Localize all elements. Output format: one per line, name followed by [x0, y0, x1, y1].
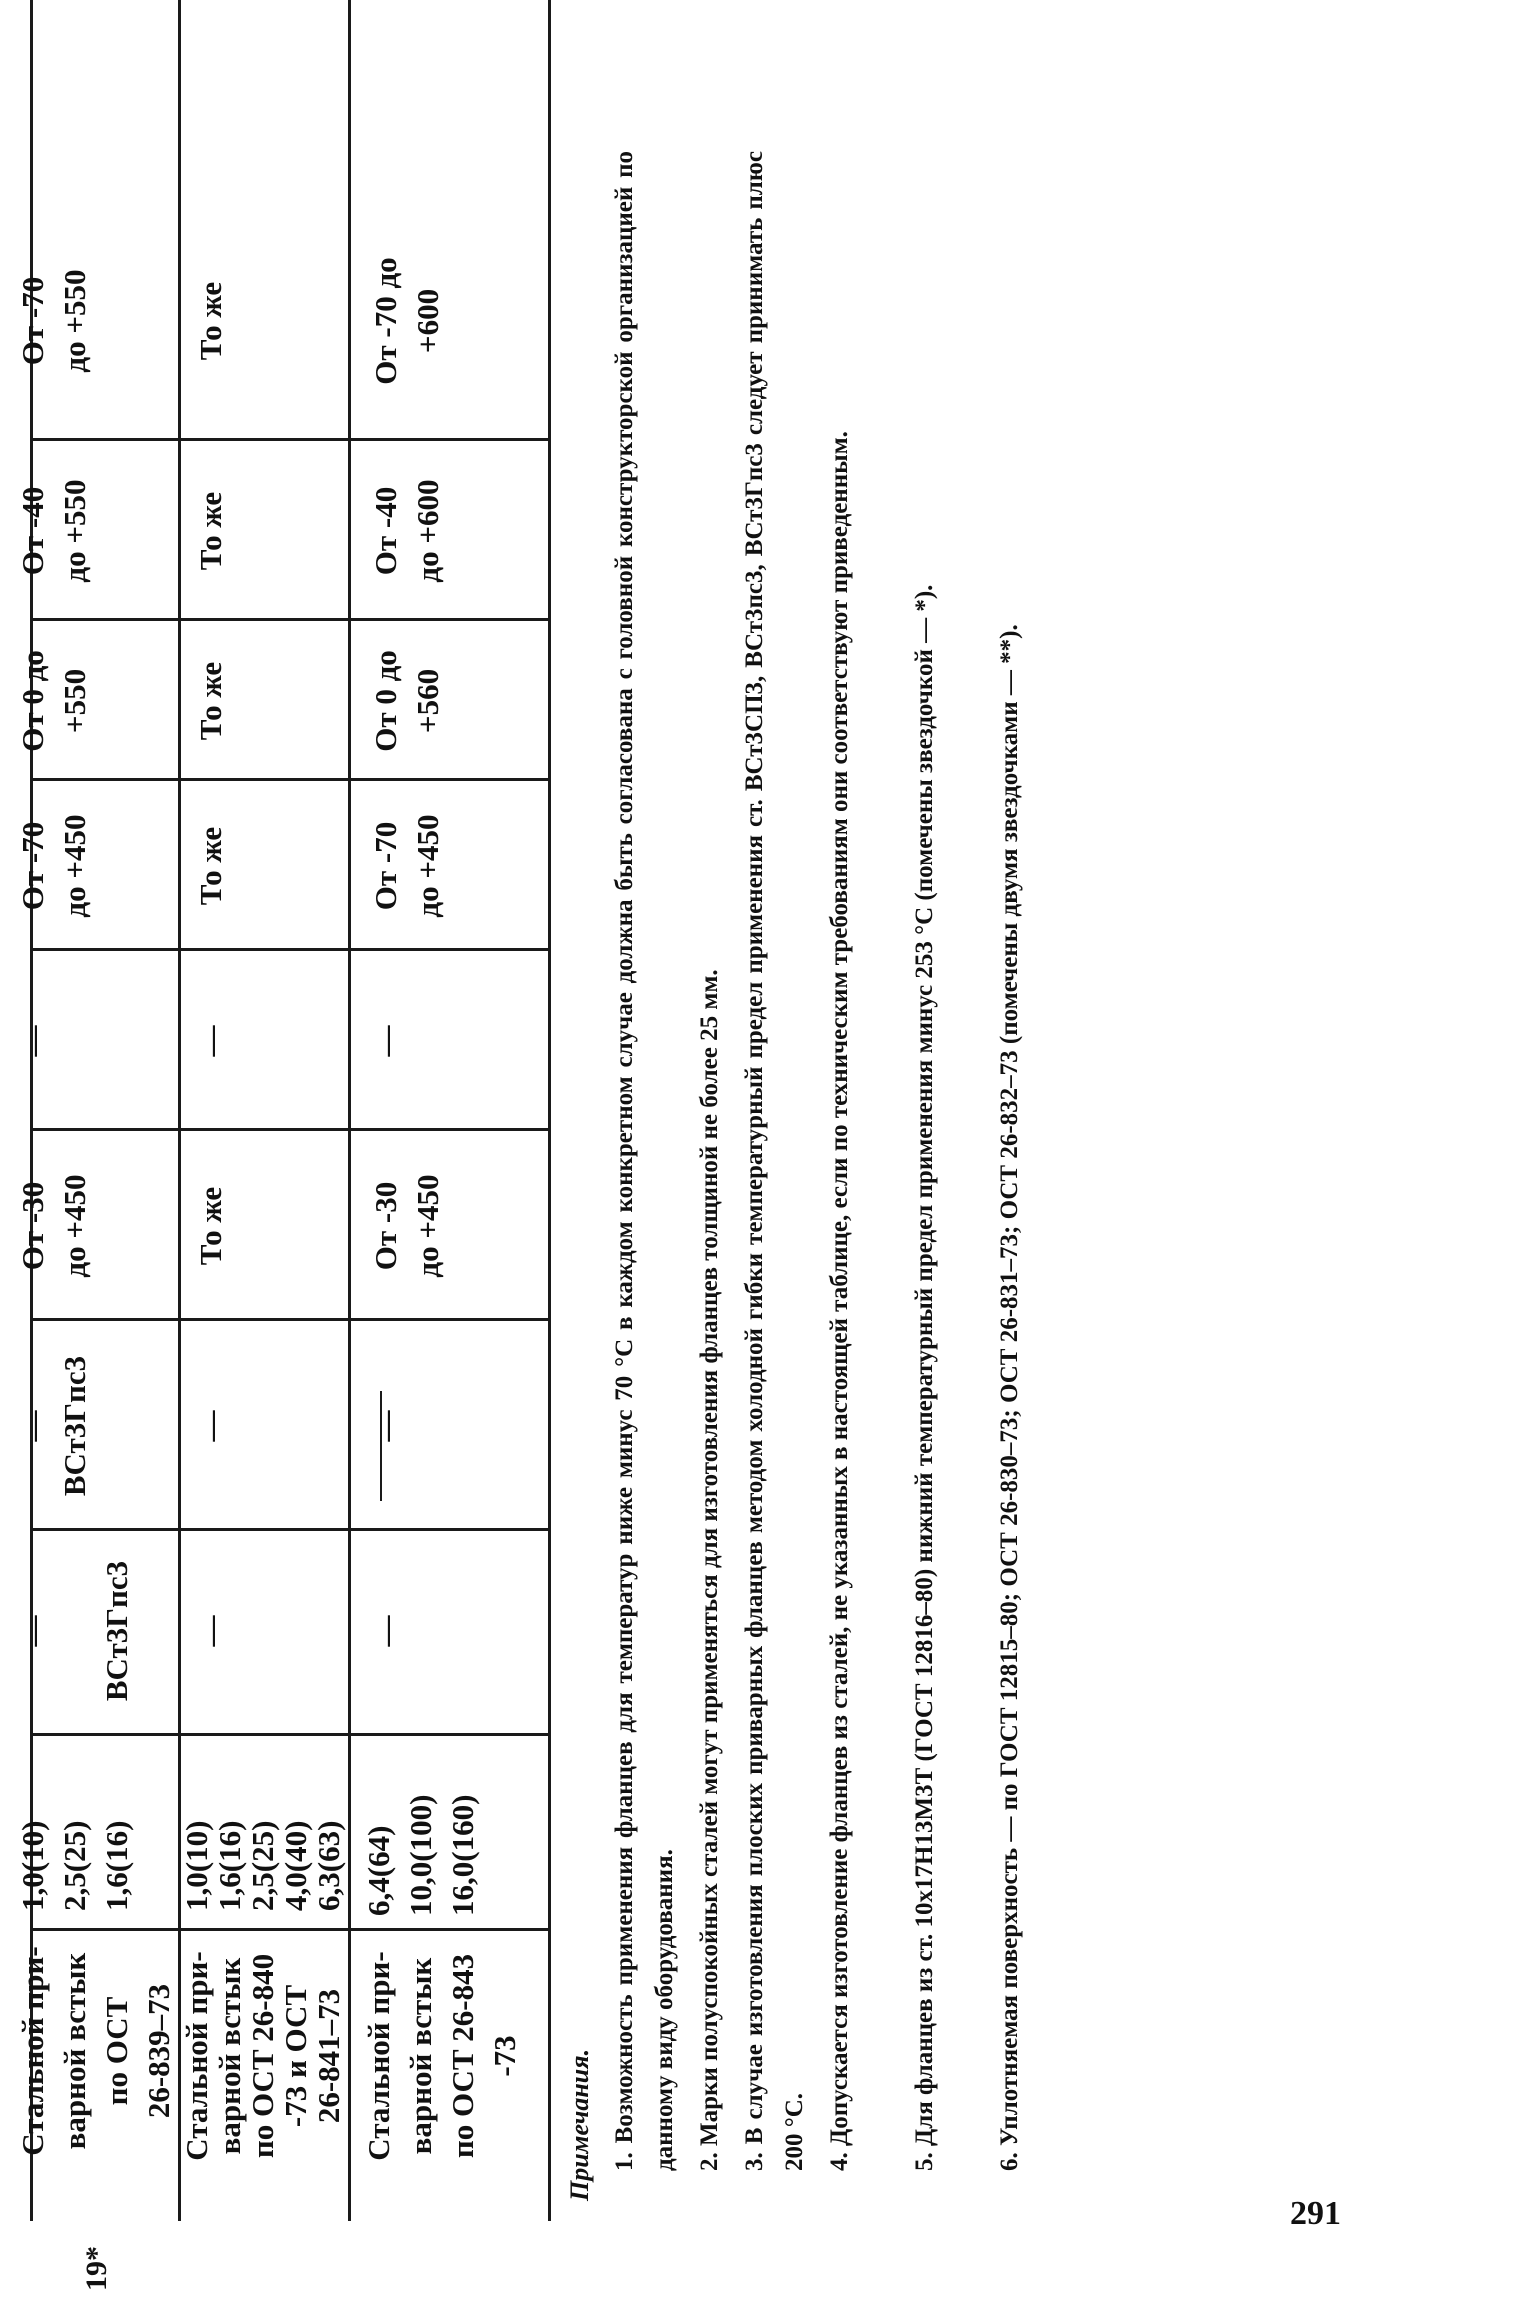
table-cell-c1: — ВСт3Гпс3: [15, 1560, 134, 1702]
table-cell-c2: — ВСт3Гпс3: [15, 1355, 92, 1497]
notes-title: Примечания.: [565, 2048, 594, 2201]
note-item: 4. Допускается изготовление фланцев из сталей, не указанных в настоящей таблице, если по техническим требованиям они соответствуют приведенным.: [826, 431, 853, 2171]
column-rule: [30, 618, 548, 621]
table-cell-c5: То же: [193, 826, 228, 906]
table-cell-pressure: 6,4(64) 10,0(100) 16,0(160): [361, 1794, 480, 1916]
table-cell-c4: —: [15, 1025, 50, 1057]
table-cell-c1: —: [193, 1615, 228, 1647]
table-rule: [348, 0, 351, 2221]
table-cell-pressure: 1,0(10) 1,6(16) 2,5(25) 4,0(40) 6,3(63): [179, 1820, 346, 1911]
table-cell-pressure: 1,0(10) 2,5(25) 1,6(16): [15, 1820, 134, 1911]
note-item: 6. Уплотняемая поверхность — по ГОСТ 12815–80; ОСТ 26-830–73; ОСТ 26-831–73; ОСТ 26-832–73 (помечены двумя звездочками — **).: [996, 624, 1023, 2171]
note-item: 3. В случае изготовления плоских приварных фланцев методом холодной гибки температурный предел применения ст. ВСт3СП3, ВСт3пс3, ВСт3Гпс3 следует принимать плюс 200 °С.: [741, 151, 808, 2171]
table-cell-c4: —: [193, 1025, 228, 1057]
signature-mark: 19*: [80, 2246, 113, 2291]
column-rule: [30, 1528, 548, 1531]
table-cell-type: Стальной при- варной встык по ОСТ 26-840 -73 и ОСТ 26-841–73: [179, 1951, 346, 2161]
table-cell-c6: От 0 до +550: [15, 650, 92, 752]
column-rule: [30, 778, 548, 781]
column-rule: [30, 948, 548, 951]
table-cell-c5: От -70 до +450: [368, 814, 445, 918]
note-item: 2. Марки полуспокойных сталей могут применяться для изготовления фланцев толщиной не более 25 мм.: [696, 969, 723, 2171]
table-cell-c6: То же: [193, 661, 228, 741]
table-cell-c8: От -70 до +550: [15, 269, 92, 373]
table-cell-c2: —: [368, 1410, 403, 1442]
column-rule: [30, 438, 548, 441]
table-cell-c7: То же: [193, 491, 228, 571]
table-cell-c8: То же: [193, 281, 228, 361]
table-cell-c8: От -70 до +600: [368, 257, 445, 385]
table-cell-c1: —: [368, 1615, 403, 1647]
column-rule: [30, 1318, 548, 1321]
column-rule: [30, 1128, 548, 1131]
table-cell-type: Стальной при- варной встык по ОСТ 26-843 -73: [361, 1951, 522, 2161]
note-item: 1. Возможность применения фланцев для температур ниже минус 70 °С в каждом конкретном случае должна быть согласована с головной конструкторской организацией по данному виду оборудования.: [611, 151, 678, 2171]
table-cell-c3: От -30 до +450: [15, 1174, 92, 1278]
table-rule: [548, 0, 551, 2221]
table-cell-c5: От -70 до +450: [15, 814, 92, 918]
table-cell-c7: От -40 до +550: [15, 479, 92, 583]
table-cell-type: Стальной при- варной встык по ОСТ 26-839–73: [15, 1946, 176, 2156]
table-cell-c4: —: [368, 1025, 403, 1057]
table-cell-c7: От -40 до +600: [368, 479, 445, 583]
table-cell-c2: —: [193, 1410, 228, 1442]
table-cell-c6: От 0 до +560: [368, 650, 445, 752]
table-cell-c3: То же: [193, 1186, 228, 1266]
page-number: 291: [1290, 2195, 1341, 2232]
note-item: 5. Для фланцев из ст. 10х17Н13М3Т (ГОСТ 12816–80) нижний температурный предел применения минус 253 °С (помечены звездочкой — *).: [911, 584, 938, 2171]
table-cell-c3: От -30 до +450: [368, 1174, 445, 1278]
